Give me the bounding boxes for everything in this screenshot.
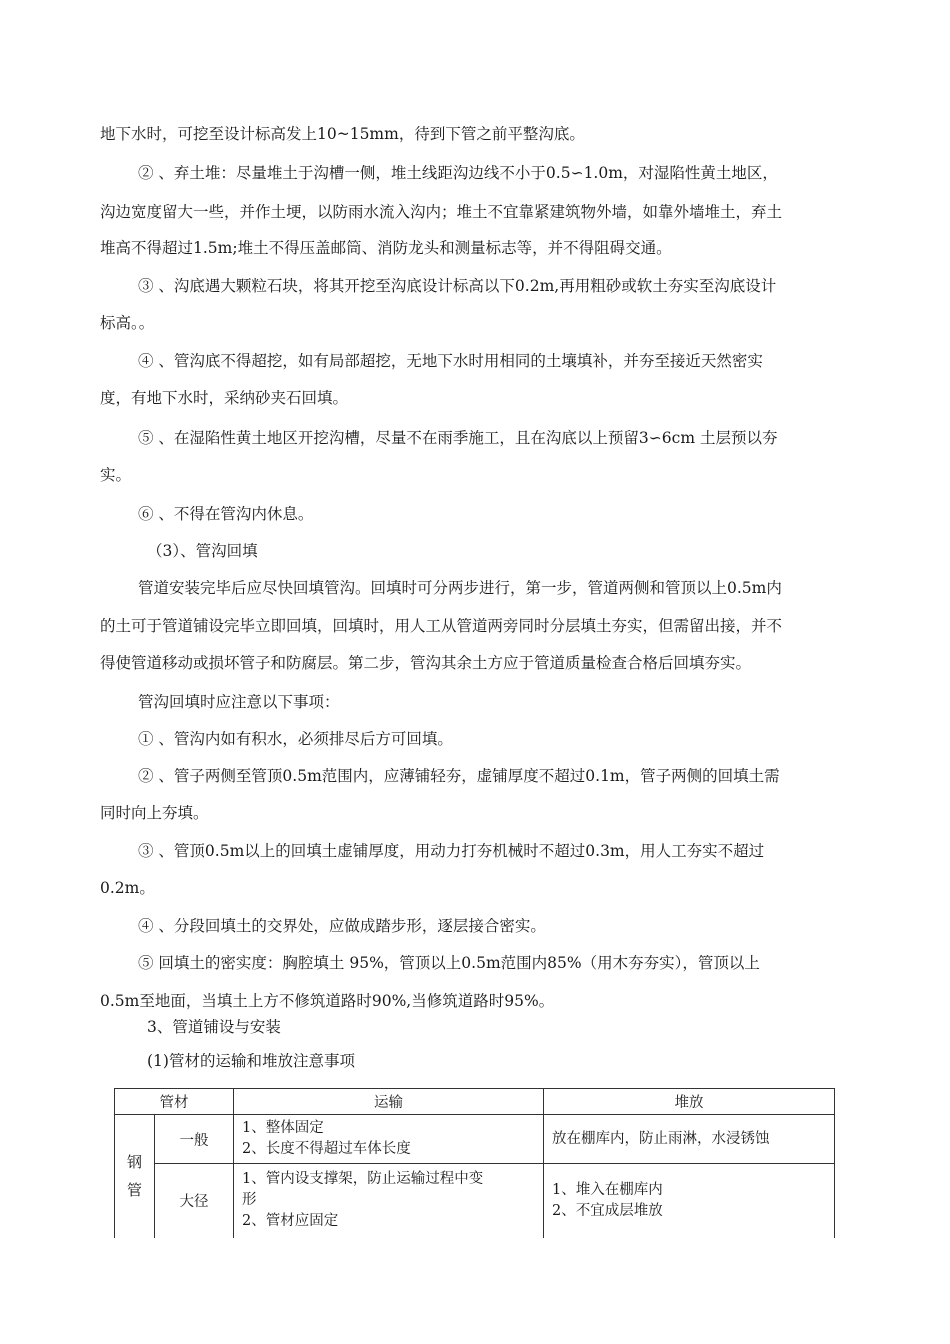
paragraph-line: ③ 、管顶0.5m以上的回填土虚铺厚度，用动力打夯机械时不超过0.3m，用人工夯实不超过 <box>138 842 765 860</box>
paragraph-line: 同时向上夯填。 <box>100 804 209 822</box>
paragraph-line: ⑤ 回填土的密实度：胸腔填土 95%，管顶以上0.5m范围内85%（用木夯夯实），管顶以上 <box>138 954 760 972</box>
type-cell: 大径 <box>155 1164 234 1238</box>
header-storage: 堆放 <box>544 1089 835 1115</box>
paragraph-line: ③ 、沟底遇大颗粒石块，将其开挖至沟底设计标高以下0.2m,再用粗砂或软土夯实至沟底设计 <box>138 277 777 295</box>
section-heading: (1)管材的运输和堆放注意事项 <box>147 1052 355 1070</box>
transport-line: 2、管材应固定 <box>242 1213 339 1230</box>
section-heading: 3、管道铺设与安装 <box>147 1018 281 1036</box>
transport-cell <box>234 1115 544 1164</box>
header-transport: 运输 <box>234 1089 544 1115</box>
paragraph-line: 管道安装完毕后应尽快回填管沟。回填时可分两步进行，第一步，管道两侧和管顶以上0.5m内 <box>138 579 782 597</box>
paragraph-line: 度，有地下水时，采纳砂夹石回填。 <box>100 389 349 407</box>
type-cell: 一般 <box>155 1115 234 1164</box>
paragraph-line: 的土可于管道铺设完毕立即回填，回填时，用人工从管道两旁同时分层填土夯实，但需留出接，并不 <box>100 617 783 635</box>
group-label: 钢管 <box>127 1153 143 1200</box>
storage-cell <box>544 1164 835 1238</box>
table-row <box>115 1164 835 1238</box>
paragraph-line: 堆高不得超过1.5m;堆土不得压盖邮筒、消防龙头和测量标志等，并不得阻碍交通。 <box>100 239 672 257</box>
paragraph-line: 沟边宽度留大一些，并作土埂，以防雨水流入沟内；堆土不宜靠紧建筑物外墙，如靠外墙堆土，弃土 <box>100 203 783 221</box>
transport-line: 2、长度不得超过车体长度 <box>242 1141 411 1157</box>
paragraph-line: ② 、管子两侧至管顶0.5m范围内，应薄铺轻夯，虚铺厚度不超过0.1m，管子两侧的回填土需 <box>138 767 780 785</box>
transport-cell <box>234 1164 544 1238</box>
paragraph-line: 实。 <box>100 466 132 484</box>
pipe-transport-storage-table <box>114 1088 835 1238</box>
paragraph-line: ⑤ 、在湿陷性黄土地区开挖沟槽，尽量不在雨季施工，且在沟底以上预留3∽6cm 土层预以夯 <box>138 429 778 447</box>
paragraph-line: ② 、弃土堆：尽量堆土于沟槽一侧，堆土线距沟边线不小于0.5∽1.0m，对湿陷性黄土地区， <box>138 164 778 182</box>
paragraph-line: ④ 、管沟底不得超挖，如有局部超挖，无地下水时用相同的土壤填补，并夯至接近天然密实 <box>138 352 763 370</box>
paragraph-line: ④ 、分段回填土的交界处，应做成踏步形，逐层接合密实。 <box>138 917 546 935</box>
transport-line: 形 <box>242 1192 257 1209</box>
paragraph-line: 管沟回填时应注意以下事项： <box>138 693 340 711</box>
paragraph-line: 0.5m至地面，当填土上方不修筑道路时90%,当修筑道路时95%。 <box>100 992 555 1010</box>
storage-line: 1、堆入在棚库内 <box>552 1181 663 1198</box>
header-material: 管材 <box>115 1089 234 1115</box>
storage-cell <box>544 1115 835 1164</box>
table-header-row <box>115 1089 835 1115</box>
transport-line: 1、整体固定 <box>242 1120 324 1136</box>
paragraph-line: 0.2m。 <box>100 879 155 897</box>
table-row <box>115 1115 835 1164</box>
paragraph-line: 地下水时，可挖至设计标高发上10~15mm，待到下管之前平整沟底。 <box>100 125 585 143</box>
paragraph-line: ① 、管沟内如有积水，必须排尽后方可回填。 <box>138 730 453 748</box>
group-cell-steel-pipe <box>115 1115 155 1238</box>
section-heading: （3）、管沟回填 <box>147 542 258 560</box>
paragraph-line: ⑥ 、不得在管沟内休息。 <box>138 505 314 523</box>
storage-line: 2、不宜成层堆放 <box>552 1202 663 1219</box>
storage-line: 放在棚库内，防止雨淋，水浸锈蚀 <box>552 1130 770 1147</box>
paragraph-line: 标高。。 <box>100 314 155 332</box>
paragraph-line: 得使管道移动或损坏管子和防腐层。第二步，管沟其余土方应于管道质量检查合格后回填夯实。 <box>100 654 752 672</box>
transport-line: 1、管内设支撑架，防止运输过程中变 <box>242 1171 484 1188</box>
